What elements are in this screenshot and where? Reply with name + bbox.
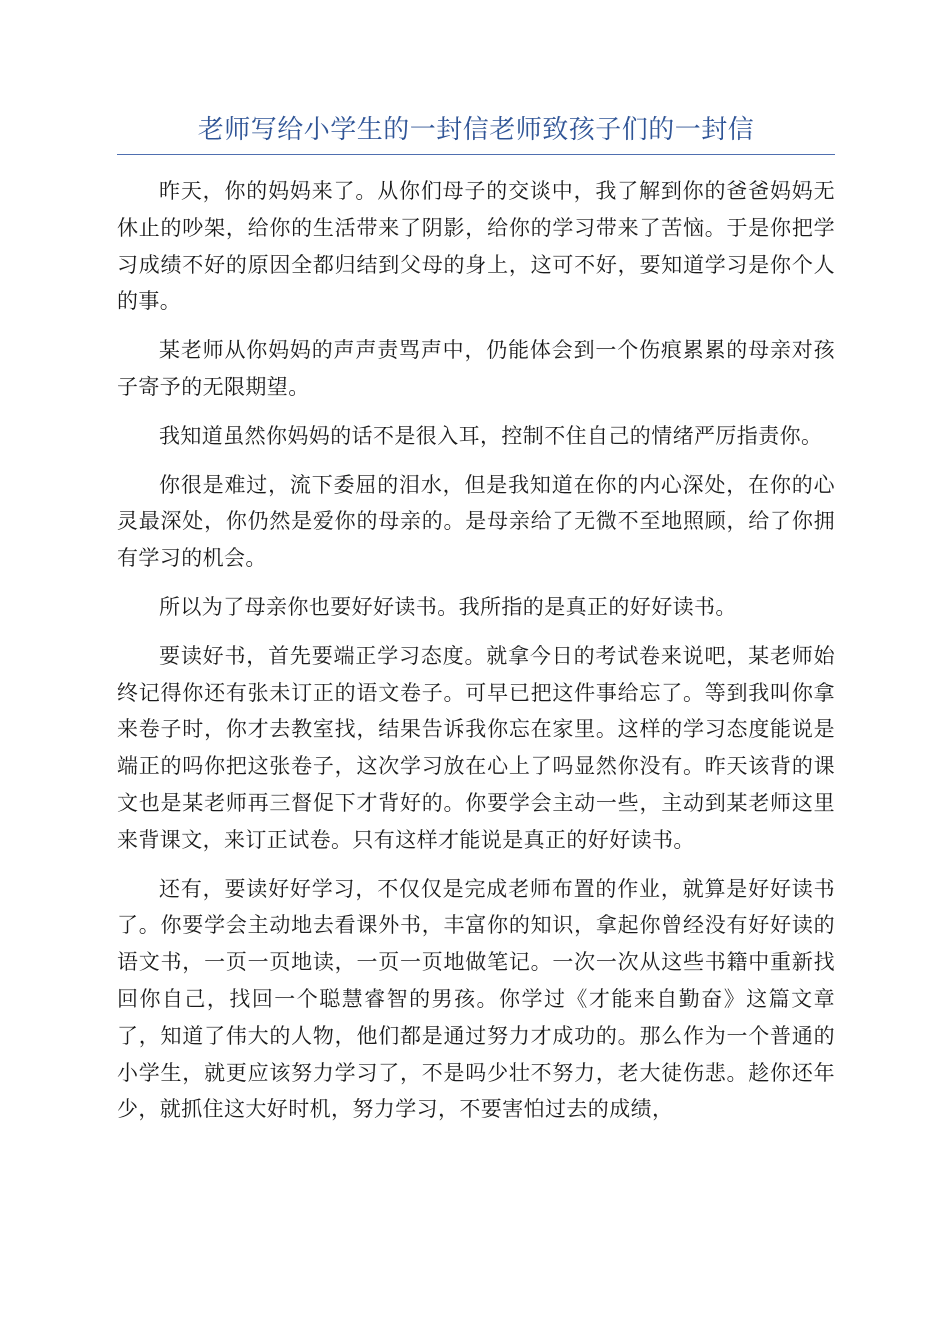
paragraph: 要读好书，首先要端正学习态度。就拿今日的考试卷来说吧，某老师始终记得你还有张未订正的语文卷子。可早已把这件事给忘了。等到我叫你拿来卷子时，你才去教室找，结果告诉我你忘在家里。这样的学习态度能说是端正的吗你把这张卷子，这次学习放在心上了吗显然你没有。昨天该背的课文也是某老师再三督促下才背好的。你要学会主动一些，主动到某老师这里来背课文，来订正试卷。只有这样才能说是真正的好好读书。	[117, 643, 835, 852]
paragraph: 还有，要读好好学习，不仅仅是完成老师布置的作业，就算是好好读书了。你要学会主动地去看课外书，丰富你的知识，拿起你曾经没有好好读的语文书，一页一页地读，一页一页地做笔记。一次一次从这些书籍中重新找回你自己，找回一个聪慧睿智的男孩。你学过《才能来自勤奋》这篇文章了，知道了伟大的人物，他们都是通过努力才成功的。那么作为一个普通的小学生，就更应该努力学习了，不是吗少壮不努力，老大徒伤悲。趁你还年少，就抓住这大好时机，努力学习，不要害怕过去的成绩，	[117, 876, 835, 1122]
document-title: 老师写给小学生的一封信老师致孩子们的一封信	[197, 115, 755, 145]
paragraph: 某老师从你妈妈的声声责骂声中，仍能体会到一个伤痕累累的母亲对孩子寄予的无限期望。	[117, 338, 835, 399]
paragraph: 我知道虽然你妈妈的话不是很入耳，控制不住自己的情绪严厉指责你。	[159, 423, 823, 448]
paragraph: 昨天，你的妈妈来了。从你们母子的交谈中，我了解到你的爸爸妈妈无休止的吵架，给你的生活带来了阴影，给你的学习带来了苦恼。于是你把学习成绩不好的原因全都归结到父母的身上，这可不好，要知道学习是你个人的事。	[117, 179, 835, 314]
paragraph: 你很是难过，流下委屈的泪水，但是我知道在你的内心深处，在你的心灵最深处，你仍然是爱你的母亲的。是母亲给了无微不至地照顾，给了你拥有学习的机会。	[117, 472, 835, 571]
title-underline	[117, 154, 835, 155]
paragraph: 所以为了母亲你也要好好读书。我所指的是真正的好好读书。	[159, 594, 737, 619]
document-body	[117, 173, 835, 1140]
